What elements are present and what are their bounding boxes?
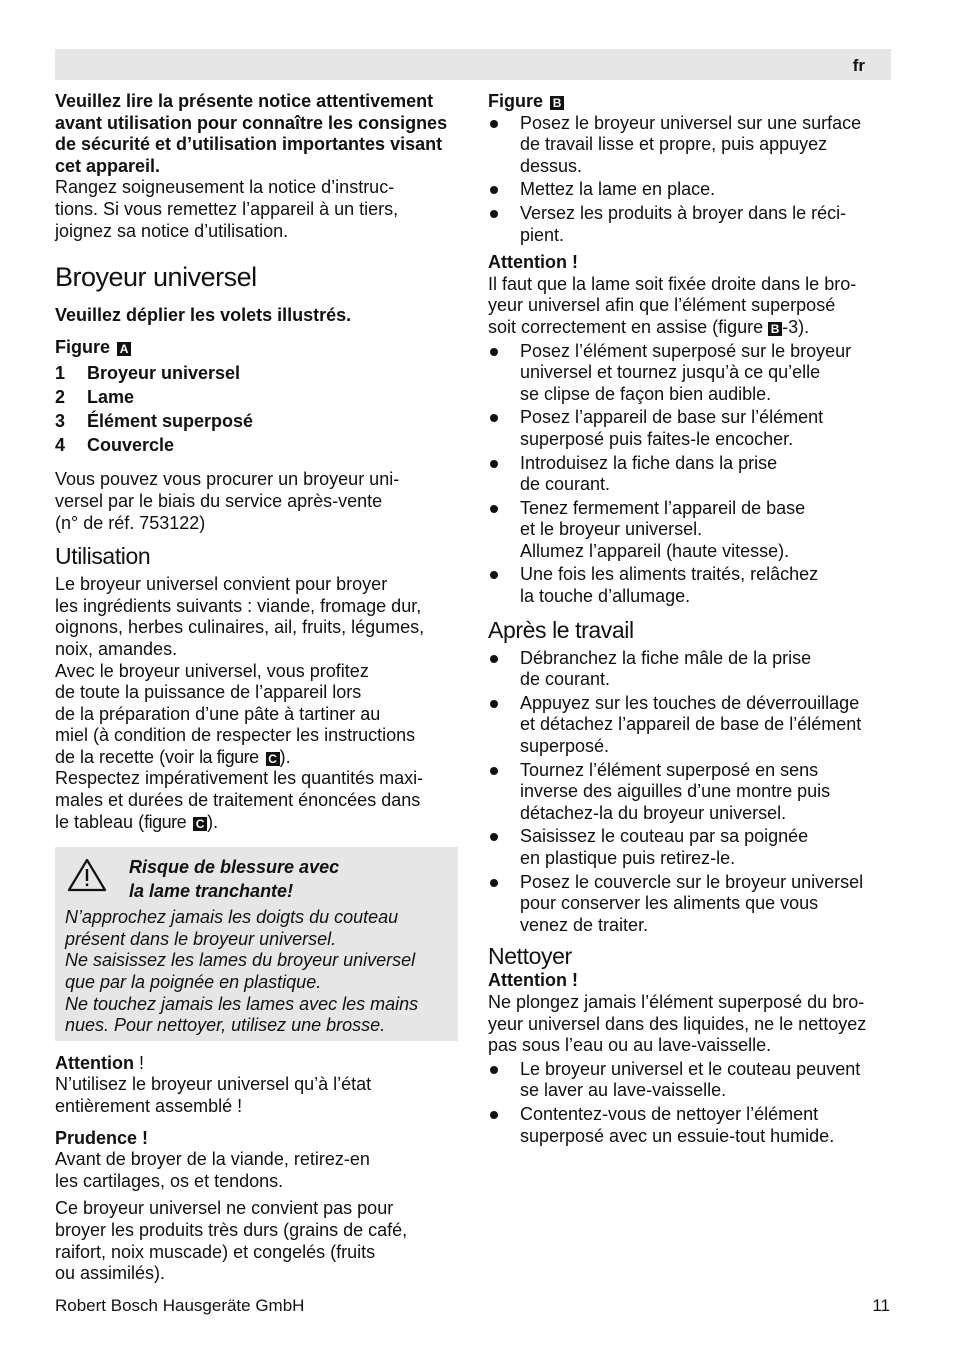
part-number: 4 — [55, 435, 66, 456]
part-label: Broyeur universel — [87, 363, 241, 384]
figure-a-text: Figure — [55, 336, 111, 357]
usage-text-end: ). — [279, 746, 291, 767]
list-item: Posez l’élément superposé sur le broyeur universel et tournez jusqu’à ce qu’elle se clipse de façon bien audible. — [488, 341, 891, 406]
intro-text: Rangez soigneusement la notice d’instruc- tions. Si vous remettez l’appareil à un tiers, joignez sa notice d’utilisation. — [55, 177, 399, 241]
part-number: 3 — [55, 411, 66, 432]
cleaning-attention-label: Attention ! — [488, 970, 578, 991]
attention-text-body: Il faut que la lame soit fixée droite dans le bro- yeur universel afin que l’élément superposé soit correctement en assise (figure — [488, 273, 857, 337]
usage-text-2 — [55, 768, 458, 833]
usage-text-2-end: ). — [207, 811, 219, 832]
assembly-steps — [488, 113, 891, 247]
after-use-steps — [488, 648, 891, 937]
list-item — [55, 409, 458, 433]
part-label: Élément superposé — [87, 411, 254, 432]
attention-text-right — [488, 274, 891, 339]
figure-c-ref-text: figure — [144, 811, 187, 832]
attention-mark: ! — [133, 1052, 144, 1073]
usage-heading: Utilisation — [55, 543, 151, 570]
list-item: Appuyez sur les touches de déverrouillage et détachez l’appareil de base de l’élément superposé. — [488, 693, 891, 758]
warning-text: N’approchez jamais les doigts du couteau présent dans le broyeur universel. Ne saisissez les lames du broyeur universel que par la poignée en plastique. Ne touchez jamais les lames avec les mains nues. Pour nettoyer, utilisez une brosse. — [65, 907, 419, 1036]
warning-triangle-icon — [65, 855, 109, 899]
attention-word: Attention — [55, 1052, 134, 1073]
list-item — [55, 433, 458, 457]
part-number: 1 — [55, 363, 66, 384]
usage-text — [55, 574, 458, 768]
usage-text-body: Le broyeur universel convient pour broyer les ingrédients suivants : viande, fromage dur, oignons, herbes culinaires, ail, fruits, légumes, noix, amandes. Avec le broyeur universel, vous profitez de toute la puissance de l’appareil lors de la préparation d’une pâte à tartiner au miel (à condition de respecter les instructions de la recette (voir — [55, 574, 425, 767]
list-item: Mettez la lame en place. — [488, 179, 891, 201]
prudence-text: Avant de broyer de la viande, retirez-en les cartilages, os et tendons. — [55, 1149, 370, 1191]
figure-c-icon: C — [266, 752, 280, 766]
figure-c-ref-text: la figure — [199, 746, 259, 767]
cleaning-text: Ne plongez jamais l’élément superposé du bro- yeur universel dans des liquides, ne le nettoyez pas sous l’eau ou au lave-vaisselle. — [488, 991, 867, 1056]
list-item: Tenez fermement l’appareil de base et le broyeur universel. Allumez l’appareil (haute vitesse). — [488, 498, 891, 563]
right-column — [488, 91, 891, 1153]
prudence-label: Prudence ! — [55, 1127, 149, 1148]
usage-text-2-body: Respectez impérativement les quantités maxi- males et durées de traitement énoncées dans le tableau ( — [55, 768, 424, 832]
operation-steps — [488, 341, 891, 608]
cleaning-steps — [488, 1059, 891, 1147]
part-number: 2 — [55, 387, 66, 408]
intro-warning: Veuillez lire la présente notice attentivement avant utilisation pour connaître les consignes de sécurité et d’utilisation importantes visant cet appareil. — [55, 91, 448, 176]
page-title: Broyeur universel — [55, 262, 257, 293]
part-label: Couvercle — [87, 435, 175, 456]
list-item — [55, 385, 458, 409]
list-item: Posez l’appareil de base sur l’élément superposé puis faites-le encocher. — [488, 407, 891, 450]
attention-label-right: Attention ! — [488, 252, 578, 273]
warning-box — [55, 847, 458, 1041]
list-item: Posez le broyeur universel sur une surface de travail lisse et propre, puis appuyez dessus. — [488, 113, 891, 178]
list-item: Une fois les aliments traités, relâchez la touche d’allumage. — [488, 564, 891, 607]
page-number: 11 — [872, 1296, 890, 1315]
figure-a-icon: A — [117, 342, 131, 356]
hard-products-text: Ce broyeur universel ne convient pas pour broyer les produits très durs (grains de café, raifort, noix muscade) et congelés (fruits ou assimilés). — [55, 1198, 408, 1284]
list-item: Posez le couvercle sur le broyeur universel pour conserver les aliments que vous venez de traiter. — [488, 872, 891, 937]
left-column — [55, 91, 458, 1285]
list-item: Tournez l’élément superposé en sens inverse des aiguilles d’une montre puis détachez-la du broyeur universel. — [488, 760, 891, 825]
list-item: Saisissez le couteau par sa poignée en plastique puis retirez-le. — [488, 826, 891, 869]
unfold-note: Veuillez déplier les volets illustrés. — [55, 305, 352, 326]
warning-header — [65, 855, 446, 903]
warning-title: Risque de blessure avec la lame tranchante! — [129, 857, 340, 902]
footer-company: Robert Bosch Hausgeräte GmbH — [55, 1296, 305, 1315]
list-item — [55, 361, 458, 385]
figure-b-icon: B — [550, 96, 564, 110]
parts-list — [55, 361, 458, 457]
part-label: Lame — [87, 387, 135, 408]
list-item: Versez les produits à broyer dans le réci- pient. — [488, 203, 891, 246]
list-item: Débranchez la fiche mâle de la prise de courant. — [488, 648, 891, 691]
attention-label — [55, 1053, 458, 1075]
order-text: Vous pouvez vous procurer un broyeur uni- versel par le biais du service après-vente (n° de réf. 753122) — [55, 469, 400, 533]
list-item: Contentez-vous de nettoyer l’élément superposé avec un essuie-tout humide. — [488, 1104, 891, 1147]
after-use-heading: Après le travail — [488, 616, 634, 643]
attention-text-end: -3). — [782, 316, 810, 337]
attention-text: N’utilisez le broyeur universel qu’à l’état entièrement assemblé ! — [55, 1074, 372, 1116]
figure-b-text: Figure — [488, 91, 544, 111]
figure-c-icon: C — [193, 817, 207, 831]
list-item: Introduisez la fiche dans la prise de courant. — [488, 453, 891, 496]
header-bar — [55, 49, 891, 80]
figure-a-label — [55, 337, 458, 359]
list-item: Le broyeur universel et le couteau peuvent se laver au lave-vaisselle. — [488, 1059, 891, 1102]
figure-b-label — [488, 91, 891, 113]
language-label: fr — [852, 56, 865, 75]
cleaning-heading: Nettoyer — [488, 943, 572, 970]
figure-b-icon: B — [768, 322, 782, 336]
